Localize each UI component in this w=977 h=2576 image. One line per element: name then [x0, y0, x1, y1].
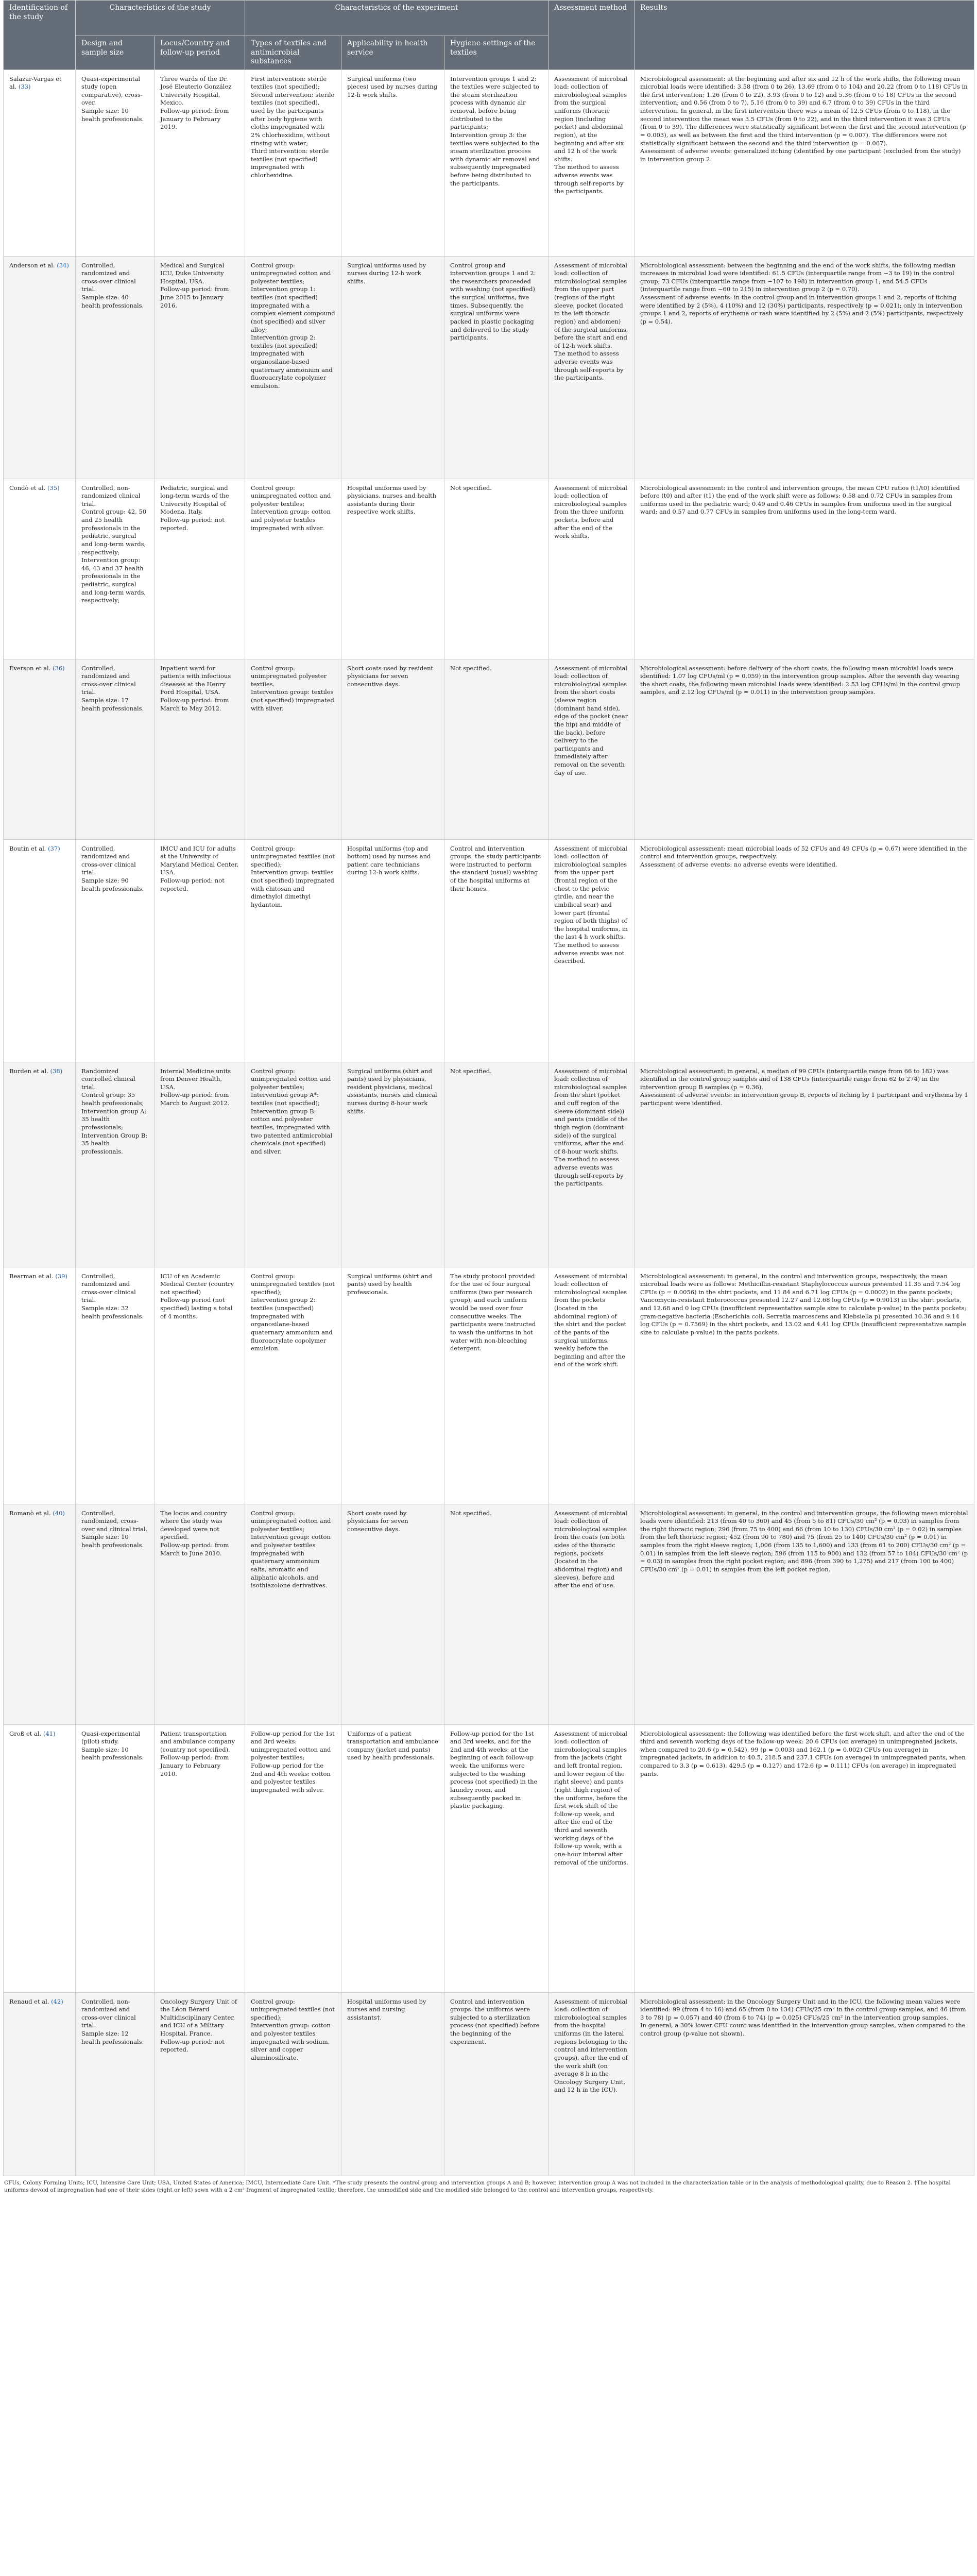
study-reference-link[interactable]: (42) — [51, 1997, 63, 2005]
cell-types — [245, 659, 341, 839]
cell-method — [549, 839, 635, 1062]
cell-identification — [4, 1724, 76, 1992]
cell-hygiene — [444, 256, 549, 479]
cell-results — [635, 479, 974, 659]
cell-text: IMCU and ICU for adults at the University of Maryland Medical Center, USA. Follow-up period: not reported. — [160, 844, 239, 892]
study-reference-link[interactable]: (39) — [55, 1272, 67, 1280]
cell-text: Randomized controlled clinical trial. Control group: 35 health professionals; Intervention group A: 35 health professionals; Intervention Group B: 35 health professionals. — [81, 1067, 148, 1155]
cell-applicability — [341, 659, 444, 839]
cell-method — [549, 479, 635, 659]
cell-results — [635, 1992, 974, 2176]
cell-applicability — [341, 1504, 444, 1724]
cell-text: Microbiological assessment: mean microbial loads of 52 CFUs and 49 CFUs (p = 0.67) were identified in the control and intervention groups, respectively. Assessment of adverse events: no adverse events were identified. — [640, 844, 967, 868]
table-row — [4, 1504, 974, 1724]
cell-text: Hospital uniforms (top and bottom) used by nurses and patient care technicians during 12-h work shifts. — [347, 844, 431, 876]
cell-method — [549, 1267, 635, 1504]
cell-applicability — [341, 839, 444, 1062]
cell-text: Not specified. — [450, 1067, 492, 1075]
cell-design — [76, 1724, 155, 1992]
cell-hygiene — [444, 659, 549, 839]
cell-text: Controlled, randomized and cross-over clinical trial. Sample size: 90 health professionals. — [81, 844, 144, 892]
study-reference-link[interactable]: (36) — [53, 664, 65, 672]
cell-applicability — [341, 1724, 444, 1992]
cell-types — [245, 839, 341, 1062]
cell-hygiene — [444, 1267, 549, 1504]
study-author: Burden et al. — [9, 1067, 48, 1075]
cell-design — [76, 1062, 155, 1267]
cell-hygiene — [444, 1992, 549, 2176]
cell-identification — [4, 659, 76, 839]
header-characteristics-study: Characteristics of the study — [76, 1, 245, 36]
cell-results — [635, 1504, 974, 1724]
cell-text: First intervention: sterile textiles (not specified); Second intervention: sterile textiles (not specified), used by the participants after body hygiene with cloths impregnated with 2% chlorhexidine, without rinsing with water; Third intervention: sterile textiles (not specified) impregnated with chlorhexidine. — [251, 75, 335, 179]
cell-text: Microbiological assessment: the following was identified before the first work shift, and after the end of the third and seventh working days of the follow-up week: 20.6 CFUs (on average) in unimpregnated jackets, when compared to 20.6 (p = 0.542), 99 (p = 0.003) and 162.1 (p = 0.002) CFUs (on average) in impregnated jackets, in addition to 40.5, 218.5 and 237.1 CFUs (on average) in unimpregnated pants, when compared to 3.3 (p = 0.613), 429.5 (p = 0.127) and 172.6 (p = 0.111) CFUs (on average) in impregnated pants. — [640, 1730, 966, 1777]
cell-text: Control group: unimpregnated cotton and polyester textiles; Intervention group: cotton and polyester textiles impregnated with silver. — [251, 484, 331, 532]
cell-applicability — [341, 479, 444, 659]
study-reference-link[interactable]: (37) — [48, 844, 60, 852]
study-author: Everson et al. — [9, 664, 51, 672]
cell-text: Control group: unimpregnated polyester textiles. Intervention group: textiles (not specified) impregnated with silver. — [251, 664, 334, 712]
cell-text: ICU of an Academic Medical Center (country not specified) Follow-up period (not specified) lasting a total of 4 months. — [160, 1272, 234, 1320]
study-author: Boutin et al. — [9, 844, 46, 852]
cell-locus — [155, 1267, 245, 1504]
cell-text: Follow-up period for the 1st and 3rd weeks: unimpregnated cotton and polyester textiles; Follow-up period for the 2nd and 4th weeks: cotton and polyester textiles impregnated with silver. — [251, 1730, 335, 1793]
study-author: Anderson et al. — [9, 261, 55, 269]
cell-method — [549, 70, 635, 256]
cell-text: Control group: unimpregnated textiles (not specified); Intervention group: textiles (not specified) impregnated with chitosan and dimethylol dimethyl hydantoin. — [251, 844, 335, 908]
cell-method — [549, 1724, 635, 1992]
cell-text: Surgical uniforms (two pieces) used by nurses during 12-h work shifts. — [347, 75, 438, 98]
cell-method — [549, 256, 635, 479]
study-reference-link[interactable]: (33) — [18, 83, 31, 91]
cell-text: Controlled, non-randomized clinical trial. Control group: 42, 50 and 25 health professionals in the pediatric, surgical and long-term wards, respectively; Intervention group: 46, 43 and 37 health professionals in the pediatric, surgical and long-term wards, respectively; — [81, 484, 147, 604]
cell-text: Not specified. — [450, 484, 492, 492]
header-applicability: Applicability in health service — [341, 36, 444, 70]
table-row — [4, 256, 974, 479]
cell-design — [76, 659, 155, 839]
cell-text: Control group: unimpregnated cotton and polyester textiles; Intervention group A*: textiles (not specified); Intervention group B: cotton and polyester textiles, impregnated with two patented antimicrobial chemicals (not specified) and silver. — [251, 1067, 333, 1155]
cell-locus — [155, 1724, 245, 1992]
cell-types — [245, 1267, 341, 1504]
study-author: Groß et al. — [9, 1730, 42, 1737]
cell-types — [245, 1724, 341, 1992]
cell-results — [635, 839, 974, 1062]
cell-text: Assessment of microbial load: collection of microbiological samples from the pockets (located in the abdominal region) of the shirt and the pocket of the pants of the surgical uniforms, weekly before the beginning and after the end of the work shift. — [554, 1272, 627, 1368]
cell-text: Microbiological assessment: between the beginning and the end of the work shifts, the following median increases in microbial load were identified: 61.5 CFUs (interquartile range from −3 to 19) in the control group; 73 CFUs (interquartile range from −107 to 198) in intervention group 1; and 54.5 CFUs (interquartile range from −60 to 215) in intervention group 2 (p = 0.70). Assessment of adverse events: in the control group and in intervention groups 1 and 2, reports of itching were identified by 2 (5%), 4 (10%) and 12 (30%) participants, respectively (p = 0.021); only in intervention groups 1 and 2, reports of erythema or rash were identified by 2 (5%) and 2 (5%) participants, respectively (p = 0.54). — [640, 261, 963, 325]
header-assessment-method: Assessment method — [549, 1, 635, 70]
cell-text: Not specified. — [450, 1509, 492, 1517]
cell-text: Patient transportation and ambulance company (country not specified). Follow-up period: from January to February 2010. — [160, 1730, 235, 1777]
cell-text: Uniforms of a patient transportation and ambulance company (jacket and pants) used by health professionals. — [347, 1730, 438, 1761]
cell-text: Controlled, randomized, cross-over and clinical trial. Sample size: 10 health professionals. — [81, 1509, 148, 1549]
cell-method — [549, 1504, 635, 1724]
cell-results — [635, 659, 974, 839]
cell-text: Not specified. — [450, 664, 492, 672]
cell-results — [635, 1724, 974, 1992]
cell-text: Surgical uniforms (shirt and pants) used by health professionals. — [347, 1272, 432, 1296]
cell-types — [245, 1992, 341, 2176]
header-results: Results — [635, 1, 974, 70]
cell-design — [76, 1504, 155, 1724]
cell-text: Microbiological assessment: before delivery of the short coats, the following mean microbial loads were identified: 1.07 log CFUs/ml (p = 0.059) in the intervention group samples. After the seventh day wearing the short coats, the following mean microbial loads were identified: 2.53 log CFUs/ml in the control group samples, and 2.12 log CFUs/ml (p = 0.011) in the intervention group samples. — [640, 664, 960, 696]
cell-text: Surgical uniforms used by nurses during 12-h work shifts. — [347, 261, 426, 285]
table-row — [4, 839, 974, 1062]
study-author: Renaud et al. — [9, 1997, 49, 2005]
study-author: Condò et al. — [9, 484, 46, 492]
cell-types — [245, 479, 341, 659]
cell-text: Short coats used by physicians for seven consecutive days. — [347, 1509, 408, 1533]
study-author: Salazar-Vargas et al. — [9, 75, 62, 91]
cell-text: Assessment of microbial load: collection of microbiological samples from the three uniform pockets, before and after the end of the work shifts. — [554, 484, 627, 540]
cell-text: Control group: unimpregnated textiles (not specified); Intervention group: cotton and polyester textiles impregnated with sodium, silver and copper aluminosilicate. — [251, 1997, 335, 2061]
cell-text: Oncology Surgery Unit of the Léon Bérard Multidisciplinary Center, and ICU of a Military Hospital, France. Follow-up period: not reported. — [160, 1997, 237, 2054]
cell-locus — [155, 659, 245, 839]
header-characteristics-experiment: Characteristics of the experiment — [245, 1, 549, 36]
cell-text: Controlled, randomized and cross-over clinical trial. Sample size: 32 health professionals. — [81, 1272, 144, 1320]
cell-text: Control group: unimpregnated textiles (not specified); Intervention group 2: textiles (unspecified) impregnated with organosilane-based quaternary ammonium and fluoroacrylate copolymer emulsion. — [251, 1272, 335, 1352]
cell-design — [76, 839, 155, 1062]
cell-identification — [4, 256, 76, 479]
study-author: Bearman et al. — [9, 1272, 54, 1280]
cell-design — [76, 256, 155, 479]
cell-text: Microbiological assessment: in general, in the control and intervention groups, respectively, the mean microbial loads were as follows: Methicillin-resistant Staphylococcus aureus presented 11.35 and 7.54 log CFUs (p = 0.0056) in the shirt pockets, and 11.84 and 6.71 log CFUs (p = 0.0002) in the pants pockets; Vancomycin-resistant Enterococcus presented 12.27 and 12.68 log CFUs (p = 0.9013) in the shirt pockets, and 12.68 and 0 log CFUs (insufficient representative sample size to calculate p-value) in the pants pockets; gram-negative bacteria (Escherichia coli, Serratia marcescens and Klebsiella p) presented 10.36 and 9.14 log CFUs (p = 0.7569) in the shirt pockets, and 13.02 and 4.41 log CFUs (insufficient representative sample size to calculate p-value) in the pants pockets. — [640, 1272, 967, 1336]
cell-text: Surgical uniforms (shirt and pants) used by physicians, resident physicians, medical assistants, nurses and clinical nurses during 8-hour work shifts. — [347, 1067, 437, 1115]
cell-text: Control group: unimpregnated cotton and polyester textiles; Intervention group 1: textiles (not specified) impregnated with a complex element compound (not specified) and silver alloy; Intervention group 2: textiles (not specified) impregnated with organosilane-based quaternary ammonium and fluoroacrylate copolymer emulsion. — [251, 261, 335, 389]
cell-hygiene — [444, 1062, 549, 1267]
study-reference-link[interactable]: (41) — [43, 1730, 56, 1737]
cell-locus — [155, 256, 245, 479]
cell-text: Control group: unimpregnated cotton and polyester textiles; Intervention group: cotton and polyester textiles impregnated with quaternary ammonium salts, aromatic and aliphatic alcohols, and isothiazolone derivatives. — [251, 1509, 331, 1589]
cell-results — [635, 256, 974, 479]
cell-identification — [4, 1992, 76, 2176]
cell-locus — [155, 70, 245, 256]
cell-text: Follow-up period for the 1st and 3rd weeks, and for the 2nd and 4th weeks: at the beginning of each follow-up week, the uniforms were subjected to the washing process (not specified) in the laundry room, and subsequently packed in plastic packaging. — [450, 1730, 538, 1810]
cell-text: Quasi-experimental (pilot) study. Sample size: 10 health professionals. — [81, 1730, 144, 1761]
table-row — [4, 1062, 974, 1267]
cell-applicability — [341, 70, 444, 256]
study-reference-link[interactable]: (38) — [50, 1067, 63, 1075]
cell-locus — [155, 1992, 245, 2176]
table-row — [4, 1992, 974, 2176]
table-row — [4, 659, 974, 839]
cell-types — [245, 1062, 341, 1267]
cell-text: Microbiological assessment: in general, in the control and intervention groups, the following mean microbial loads were identified: 213 (from 40 to 360) and 45 (from 5 to 81) CFUs/30 cm² (p = 0.03) in samples from the right thoracic region; 296 (from 75 to 400) and 66 (from 10 to 130) CFUs/30 cm² (p = 0.02) in samples from the left thoracic region; 452 (from 90 to 780) and 75 (from 25 to 140) CFUs/30 cm² (p = 0.01) in samples from the right sleeve region; 1,006 (from 135 to 1,600) and 133 (from 61 to 200) CFUs/30 cm² (p = 0.01) in samples from the left sleeve region; 596 (from 115 to 900) and 132 (from 57 to 184) CFUs/30 cm² (p = 0.03) in samples from the right pocket region; and 896 (from 390 to 1,275) and 217 (from 100 to 400) CFUs/30 cm² (p = 0.01) in samples from the left pocket region. — [640, 1509, 968, 1573]
cell-text: Hospital uniforms used by physicians, nurses and health assistants during their respective work shifts. — [347, 484, 437, 516]
cell-method — [549, 1062, 635, 1267]
cell-method — [549, 659, 635, 839]
cell-locus — [155, 1062, 245, 1267]
cell-locus — [155, 1504, 245, 1724]
header-row-top — [4, 1, 974, 36]
cell-text: Control group and intervention groups 1 and 2: the researchers proceeded with washing (not specified) the surgical uniforms, five times. Subsequently, the surgical uniforms were packed in plastic packaging and delivered to the study participants. — [450, 261, 536, 342]
cell-design — [76, 70, 155, 256]
cell-text: Three wards of the Dr. José Eleuterio González University Hospital, Mexico. Follow-up period: from January to February 2019. — [160, 75, 232, 131]
study-author: Romanò et al. — [9, 1509, 51, 1517]
cell-text: Controlled, randomized and cross-over clinical trial. Sample size: 40 health professionals. — [81, 261, 144, 309]
cell-types — [245, 70, 341, 256]
cell-text: The locus and country where the study was developed were not specified. Follow-up period: from March to June 2010. — [160, 1509, 229, 1557]
cell-design — [76, 1992, 155, 2176]
cell-applicability — [341, 256, 444, 479]
cell-locus — [155, 479, 245, 659]
cell-locus — [155, 839, 245, 1062]
cell-results — [635, 1062, 974, 1267]
cell-identification — [4, 479, 76, 659]
cell-text: Hospital uniforms used by nurses and nursing assistants†. — [347, 1997, 426, 2021]
cell-text: Assessment of microbial load: collection of microbiological samples from the upper part (regions of the right sleeve, pocket (located in the left thoracic region) and abdomen) of the surgical uniforms, before the start and end of 12-h work shifts. The method to assess adverse events was through self-reports by the participants. — [554, 261, 628, 382]
cell-text: Quasi-experimental study (open comparative), cross-over. Sample size: 10 health professionals. — [81, 75, 144, 123]
table-row — [4, 479, 974, 659]
cell-hygiene — [444, 1504, 549, 1724]
header-hygiene: Hygiene settings of the textiles — [444, 36, 549, 70]
cell-text: Microbiological assessment: at the beginning and after six and 12 h of the work shifts, the following mean microbial loads were identified: 3.58 (from 0 to 26), 13.69 (from 0 to 104) and 20.22 (from 0 to 118) CFUs in the first intervention; 1.26 (from 0 to 22), 3.93 (from 0 to 12) and 5.36 (from 0 to 18) CFUs in the second intervention; and 0.56 (from 0 to 7), 5.16 (from 0 to 39) and 6.7 (from 0 to 39) CFUs in the third intervention. In general, in the first intervention there was a mean of 12.5 CFUs (from 0 to 118), in the second intervention the mean was 3.5 CFUs (from 0 to 22), and in the third intervention it was 3 CFUs (from 0 to 39). The differences were statistically significant between the first and the second intervention (p = 0.003), as well as between the first and the third intervention (p = 0.007). The differences were not statistically significant between the second and the third intervention (p = 0.067). Assessment of adverse events: generalized itching (identified by one participant (excluded from the study) in intervention group 2. — [640, 75, 968, 163]
cell-text: Microbiological assessment: in general, a median of 99 CFUs (interquartile range from 66 to 182) was identified in the control group samples and of 138 CFUs (interquartile range from 62 to 274) in the intervention group B samples (p = 0.36). Assessment of adverse events: in intervention group B, reports of itching by 1 participant and erythema by 1 participant were identified. — [640, 1067, 968, 1107]
cell-applicability — [341, 1267, 444, 1504]
cell-text: Assessment of microbial load: collection of microbiological samples from the coats (on both sides of the thoracic regions, pockets (located in the abdominal region) and sleeves), before and after the end of use. — [554, 1509, 627, 1589]
cell-identification — [4, 1504, 76, 1724]
cell-hygiene — [444, 70, 549, 256]
study-characteristics-table — [3, 0, 974, 2176]
cell-types — [245, 1504, 341, 1724]
cell-identification — [4, 839, 76, 1062]
cell-design — [76, 479, 155, 659]
cell-identification — [4, 1267, 76, 1504]
cell-text: Internal Medicine units from Denver Health, USA. Follow-up period: from March to August 2012. — [160, 1067, 231, 1107]
cell-text: Microbiological assessment: in the Oncology Surgery Unit and in the ICU, the following mean values were identified: 99 (from 4 to 16) and 65 (from 0 to 134) CFUs/25 cm² in the control group samples, and 46 (from 3 to 78) (p = 0.057) and 40 (from 6 to 74) (p = 0.025) CFUs/25 cm² in the intervention group samples. In general, a 30% lower CFU count was identified in the intervention group samples, when compared to the control group (p-value not shown). — [640, 1997, 966, 2037]
cell-text: Intervention groups 1 and 2: the textiles were subjected to the steam sterilization process with dynamic air removal, before being distributed to the participants; Intervention group 3: the textiles were subjected to the steam sterilization process with dynamic air removal and subsequently impregnated before being distributed to the participants. — [450, 75, 540, 187]
cell-types — [245, 256, 341, 479]
cell-text: Assessment of microbial load: collection of microbiological samples from the hospital uniforms (in the lateral regions belonging to the control and intervention groups), after the end of the work shift (on average 8 h in the Oncology Surgery Unit, and 12 h in the ICU). — [554, 1997, 628, 2094]
study-reference-link[interactable]: (35) — [47, 484, 60, 492]
cell-method — [549, 1992, 635, 2176]
cell-text: Microbiological assessment: in the control and intervention groups, the mean CFU ratios (t1/t0) identified before (t0) and after (t1) the end of the work shift were as follows: 0.58 and 0.72 CFUs in samples from uniforms used in the pediatric ward; 0.49 and 0.46 CFUs in samples from uniforms used in the surgical ward; and 0.57 and 0.77 CFUs in samples from uniforms used in the long-term ward. — [640, 484, 960, 516]
cell-text: Assessment of microbial load: collection of microbiological samples from the shirt (pocket and cuff region of the sleeve (dominant side)) and pants (middle of the thigh region (dominant side)) of the surgical uniforms, after the end of 8-hour work shifts. The method to assess adverse events was through self-reports by the participants. — [554, 1067, 628, 1188]
header-identification: Identification of the study — [4, 1, 76, 70]
header-locus: Locus/Country and follow-up period — [155, 36, 245, 70]
cell-text: Pediatric, surgical and long-term wards of the University Hospital of Modena, Italy. Follow-up period: not reported. — [160, 484, 229, 532]
cell-text: Assessment of microbial load: collection of microbiological samples from the short coats (sleeve region (dominant hand side), edge of the pocket (near the hip) and middle of the back), before delivery to the participants and immediately after removal on the seventh day of use. — [554, 664, 628, 776]
cell-hygiene — [444, 1724, 549, 1992]
cell-results — [635, 1267, 974, 1504]
table-footnote: CFUs, Colony Forming Units; ICU, Intensive Care Unit; USA, United States of America; IMCU, Intermediate Care Unit. *The study presents the control group and intervention groups A and B; however, intervention group A was not included in the characterization table or in the analysis of methodological quality, due to Reason 2. †The hospital uniforms devoid of impregnation had one of their sides (right or left) sewn with a 2 cm² fragment of impregnated textile; therefore, the unmodified side and the modified side belonged to the control and intervention groups, respectively. — [4, 2179, 951, 2193]
header-design: Design and sample size — [76, 36, 155, 70]
cell-text: Control and intervention groups: the study participants were instructed to perform the standard (usual) washing of the hospital uniforms at their homes. — [450, 844, 541, 892]
cell-results — [635, 70, 974, 256]
cell-text: Control and intervention groups: the uniforms were subjected to a sterilization process (not specified) before the beginning of the experiment. — [450, 1997, 540, 2045]
cell-hygiene — [444, 839, 549, 1062]
cell-text: Assessment of microbial load: collection of microbiological samples from the surgical uniforms (thoracic region (including pocket) and abdominal region), at the beginning and after six and 12 h of the work shifts. The method to assess adverse events was through self-reports by the participants. — [554, 75, 627, 195]
cell-identification — [4, 70, 76, 256]
cell-text: Assessment of microbial load: collection of microbiological samples from the upper part (frontal region of the chest to the pelvic girdle, and near the umbilical scar) and lower part (frontal region of both thighs) of the hospital uniforms, in the last 4 h work shifts. The method to assess adverse events was not described. — [554, 844, 628, 965]
cell-text: The study protocol provided for the use of four surgical uniforms (two per research group), and each uniform would be used over four consecutive weeks. The participants were instructed to wash the uniforms in hot water with non-bleaching detergent. — [450, 1272, 536, 1352]
cell-identification — [4, 1062, 76, 1267]
study-reference-link[interactable]: (40) — [53, 1509, 65, 1517]
cell-text: Medical and Surgical ICU, Duke University Hospital, USA. Follow-up period: from June 2015 to January 2016. — [160, 261, 229, 309]
cell-applicability — [341, 1992, 444, 2176]
cell-text: Controlled, randomized and cross-over clinical trial. Sample size: 17 health professionals. — [81, 664, 144, 712]
cell-design — [76, 1267, 155, 1504]
header-types: Types of textiles and antimicrobial substances — [245, 36, 341, 70]
table-row — [4, 1267, 974, 1504]
cell-text: Assessment of microbial load: collection of microbiological samples from the jackets (right and left frontal region, and lower region of the right sleeve) and pants (right thigh region) of the uniforms, before the first work shift of the follow-up week, and after the end of the third and seventh working days of the follow-up week, with a one-hour interval after removal of the uniforms. — [554, 1730, 628, 1866]
cell-text: Inpatient ward for patients with infectious diseases at the Henry Ford Hospital, USA. Follow-up period: from March to May 2012. — [160, 664, 231, 712]
cell-applicability — [341, 1062, 444, 1267]
cell-text: Controlled, non-randomized and cross-over clinical trial. Sample size: 12 health professionals. — [81, 1997, 144, 2045]
cell-text: Short coats used by resident physicians for seven consecutive days. — [347, 664, 434, 688]
table-row — [4, 1724, 974, 1992]
table-row — [4, 70, 974, 256]
cell-hygiene — [444, 479, 549, 659]
study-reference-link[interactable]: (34) — [57, 261, 69, 269]
